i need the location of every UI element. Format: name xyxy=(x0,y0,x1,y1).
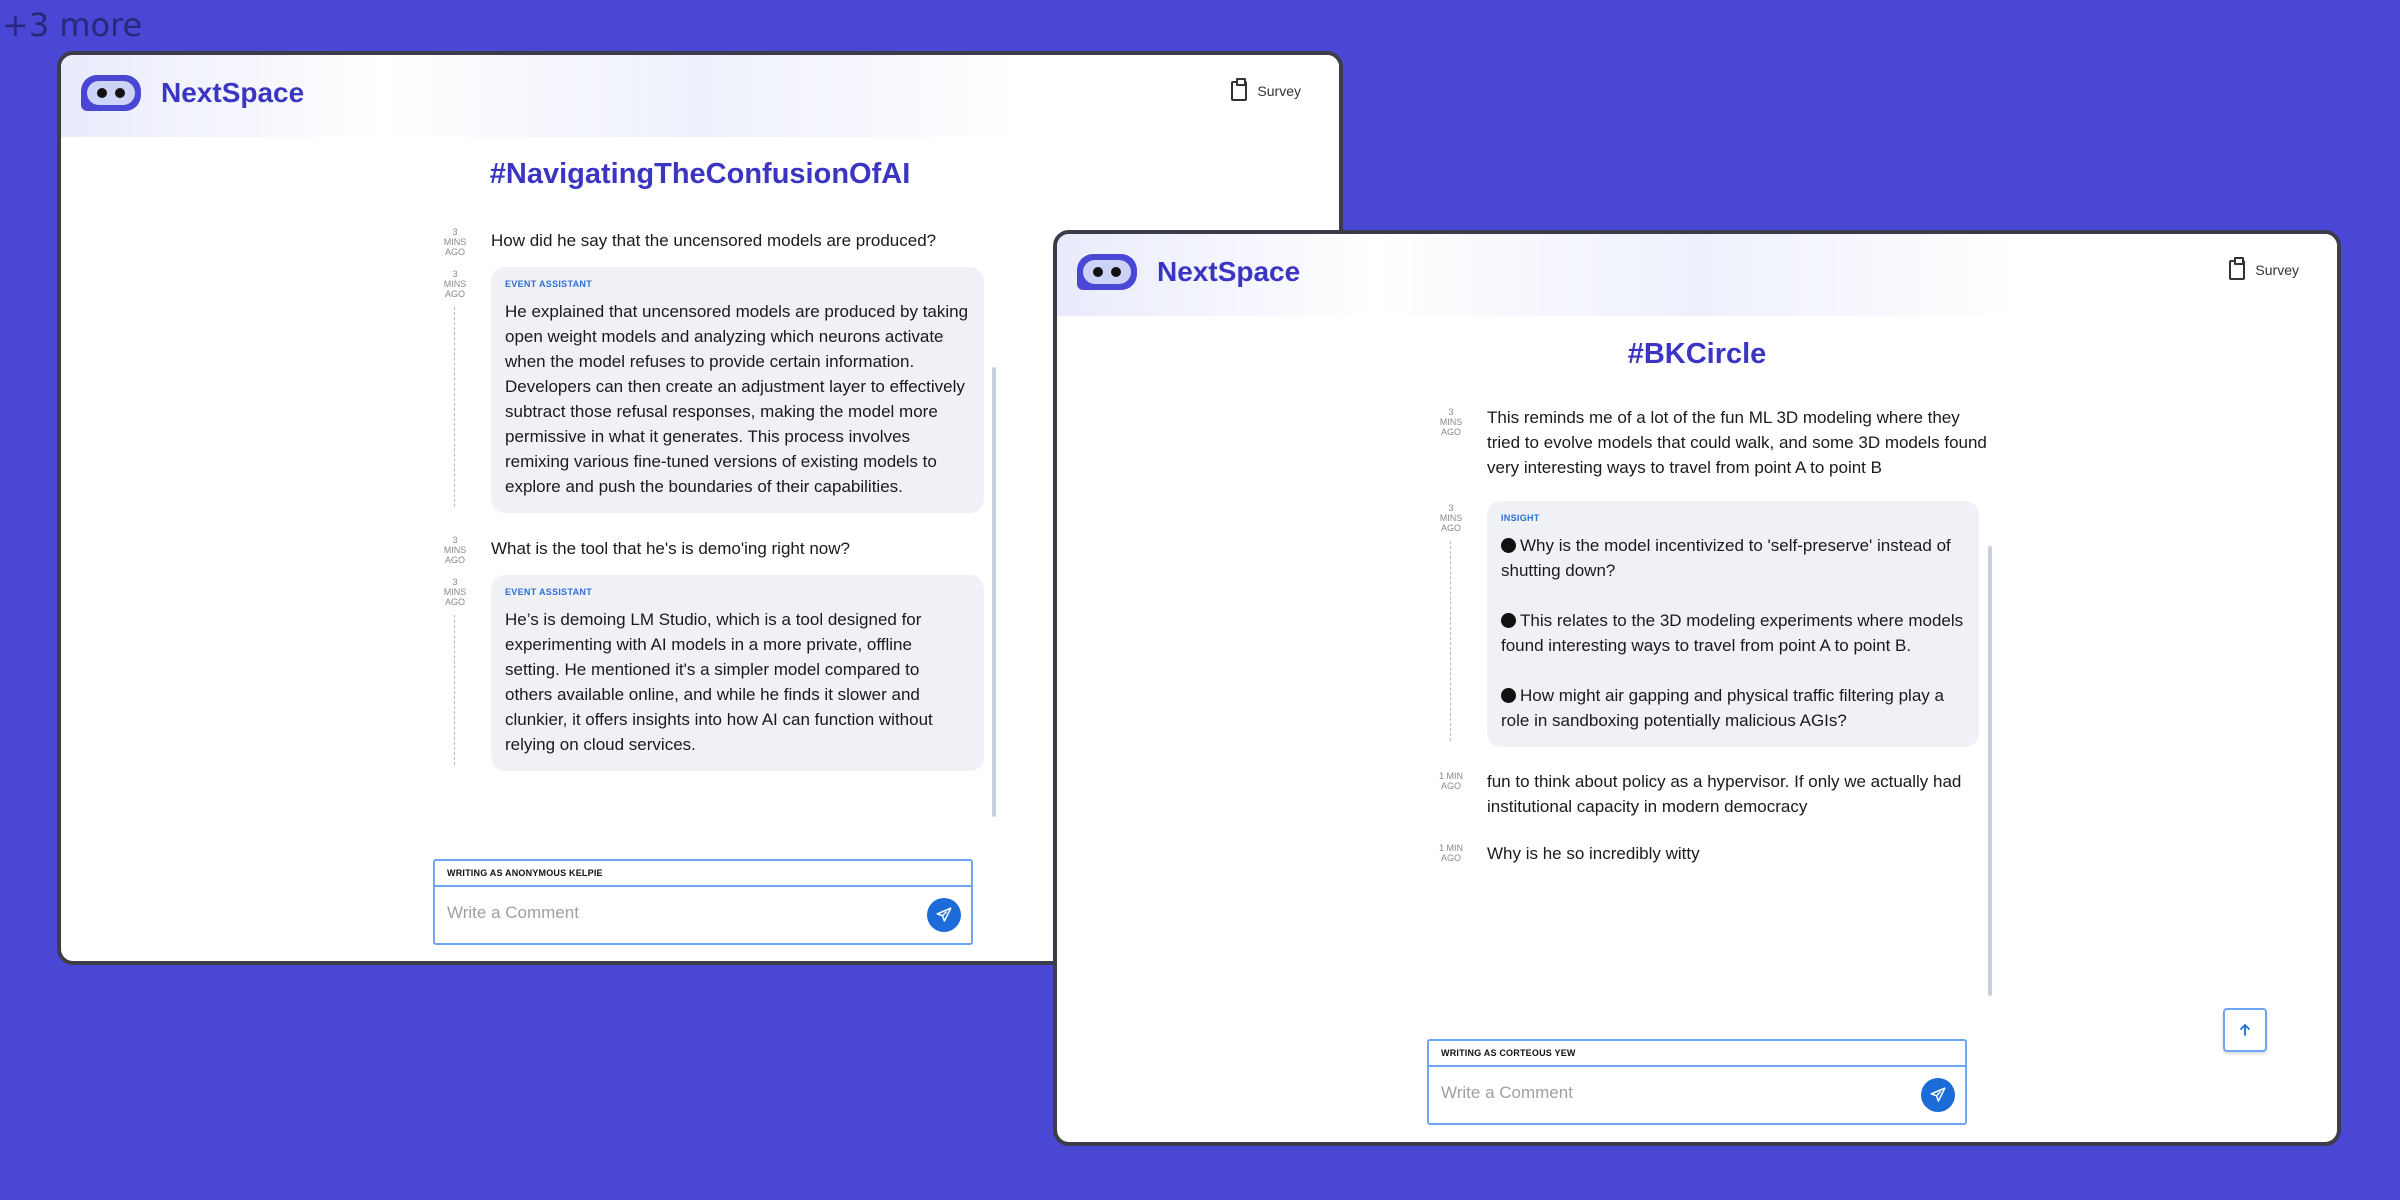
timestamp: 3 MINS AGO xyxy=(443,227,467,257)
nextspace-logo-icon xyxy=(81,75,141,111)
insight-bullet: This relates to the 3D modeling experiments where models found interesting ways to travel from point A to point B. xyxy=(1501,611,1964,655)
bullet-icon xyxy=(1501,688,1516,703)
timestamp: 3 MINS AGO xyxy=(443,577,467,607)
message-row xyxy=(1427,405,2027,501)
writer-label: WRITING AS ANONYMOUS KELPIE xyxy=(435,861,971,887)
scrollbar[interactable] xyxy=(1988,546,1992,996)
message-row xyxy=(431,575,1031,771)
message-row xyxy=(1427,501,2027,747)
message-row xyxy=(431,533,1031,575)
message-row xyxy=(431,225,1031,267)
message-text: Why is he so incredibly witty xyxy=(1487,844,1700,863)
comment-composer xyxy=(1427,1039,1967,1125)
bullet-icon xyxy=(1501,538,1516,553)
clipboard-icon xyxy=(1231,81,1247,101)
message-row xyxy=(1427,769,2027,841)
insight-bullet: How might air gapping and physical traffic filtering play a role in sandboxing potentially malicious AGIs? xyxy=(1501,686,1944,730)
timestamp: 3 MINS AGO xyxy=(443,535,467,565)
message-feed xyxy=(431,225,1031,771)
message-text: What is the tool that he's is demo'ing right now? xyxy=(491,539,850,558)
channel-title: #NavigatingTheConfusionOfAI xyxy=(489,158,911,190)
card-text: He explained that uncensored models are produced by taking open weight models and analyzing which neurons activate when the model refuses to provide certain information. Developers can then create an adjustment layer to effectively subtract those refusal responses, making the model more permissive in what it generates. This process involves remixing various fine-tuned versions of existing models to explore and push the boundaries of their capabilities. xyxy=(505,302,969,496)
message-text: fun to think about policy as a hypervisor. If only we actually had institutional capacity in modern democracy xyxy=(1487,772,1962,816)
timestamp: 3 MINS AGO xyxy=(443,269,467,299)
scroll-to-top-button[interactable] xyxy=(2223,1008,2267,1052)
app-header xyxy=(61,55,1339,137)
channel-title: #BKCircle xyxy=(1627,338,1767,370)
card-text: He’s is demoing LM Studio, which is a tool designed for experimenting with AI models in a more private, offline setting. He mentioned it's a simpler model compared to others available online, and while he finds it slower and clunkier, it offers insights into how AI can function without relying on cloud services. xyxy=(505,610,933,754)
survey-button[interactable] xyxy=(1231,81,1301,101)
message-feed xyxy=(1427,405,2027,881)
brand-name: NextSpace xyxy=(161,77,305,108)
send-icon xyxy=(935,906,953,924)
chat-window-2 xyxy=(1053,230,2341,1146)
message-row xyxy=(1427,841,2027,881)
insight-bullet: Why is the model incentivized to 'self-preserve' instead of shutting down? xyxy=(1501,536,1951,580)
message-text: How did he say that the uncensored models are produced? xyxy=(491,231,937,250)
send-icon xyxy=(1929,1086,1947,1104)
app-header xyxy=(1057,234,2337,316)
timestamp: 3 MINS AGO xyxy=(1439,503,1463,533)
message-row xyxy=(431,267,1031,513)
send-button[interactable] xyxy=(1921,1078,1955,1112)
card-label: EVENT ASSISTANT xyxy=(505,279,593,289)
timestamp: 3 MINS AGO xyxy=(1439,407,1463,437)
survey-label: Survey xyxy=(2255,262,2299,278)
clipboard-icon xyxy=(2229,260,2245,280)
insight-card xyxy=(1487,501,1979,747)
timestamp: 1 MIN AGO xyxy=(1438,843,1463,863)
card-label: INSIGHT xyxy=(1501,513,1540,523)
arrow-up-icon xyxy=(2237,1022,2253,1038)
comment-input[interactable] xyxy=(447,903,907,923)
send-button[interactable] xyxy=(927,898,961,932)
bullet-icon xyxy=(1501,613,1516,628)
writer-label: WRITING AS CORTEOUS YEW xyxy=(1429,1041,1965,1067)
message-text: This reminds me of a lot of the fun ML 3D modeling where they tried to evolve models that could walk, and some 3D models found very interesting ways to travel from point A to point B xyxy=(1487,408,1987,477)
assistant-card xyxy=(491,575,984,771)
timestamp: 1 MIN AGO xyxy=(1438,771,1463,791)
comment-input[interactable] xyxy=(1441,1083,1901,1103)
overflow-count-label[interactable]: +3 more xyxy=(2,6,143,44)
brand-name: NextSpace xyxy=(1157,256,1301,287)
card-label: EVENT ASSISTANT xyxy=(505,587,593,597)
survey-button[interactable] xyxy=(2229,260,2299,280)
assistant-card xyxy=(491,267,984,513)
survey-label: Survey xyxy=(1257,83,1301,99)
comment-composer xyxy=(433,859,973,945)
scrollbar[interactable] xyxy=(992,367,996,817)
nextspace-logo-icon xyxy=(1077,254,1137,290)
